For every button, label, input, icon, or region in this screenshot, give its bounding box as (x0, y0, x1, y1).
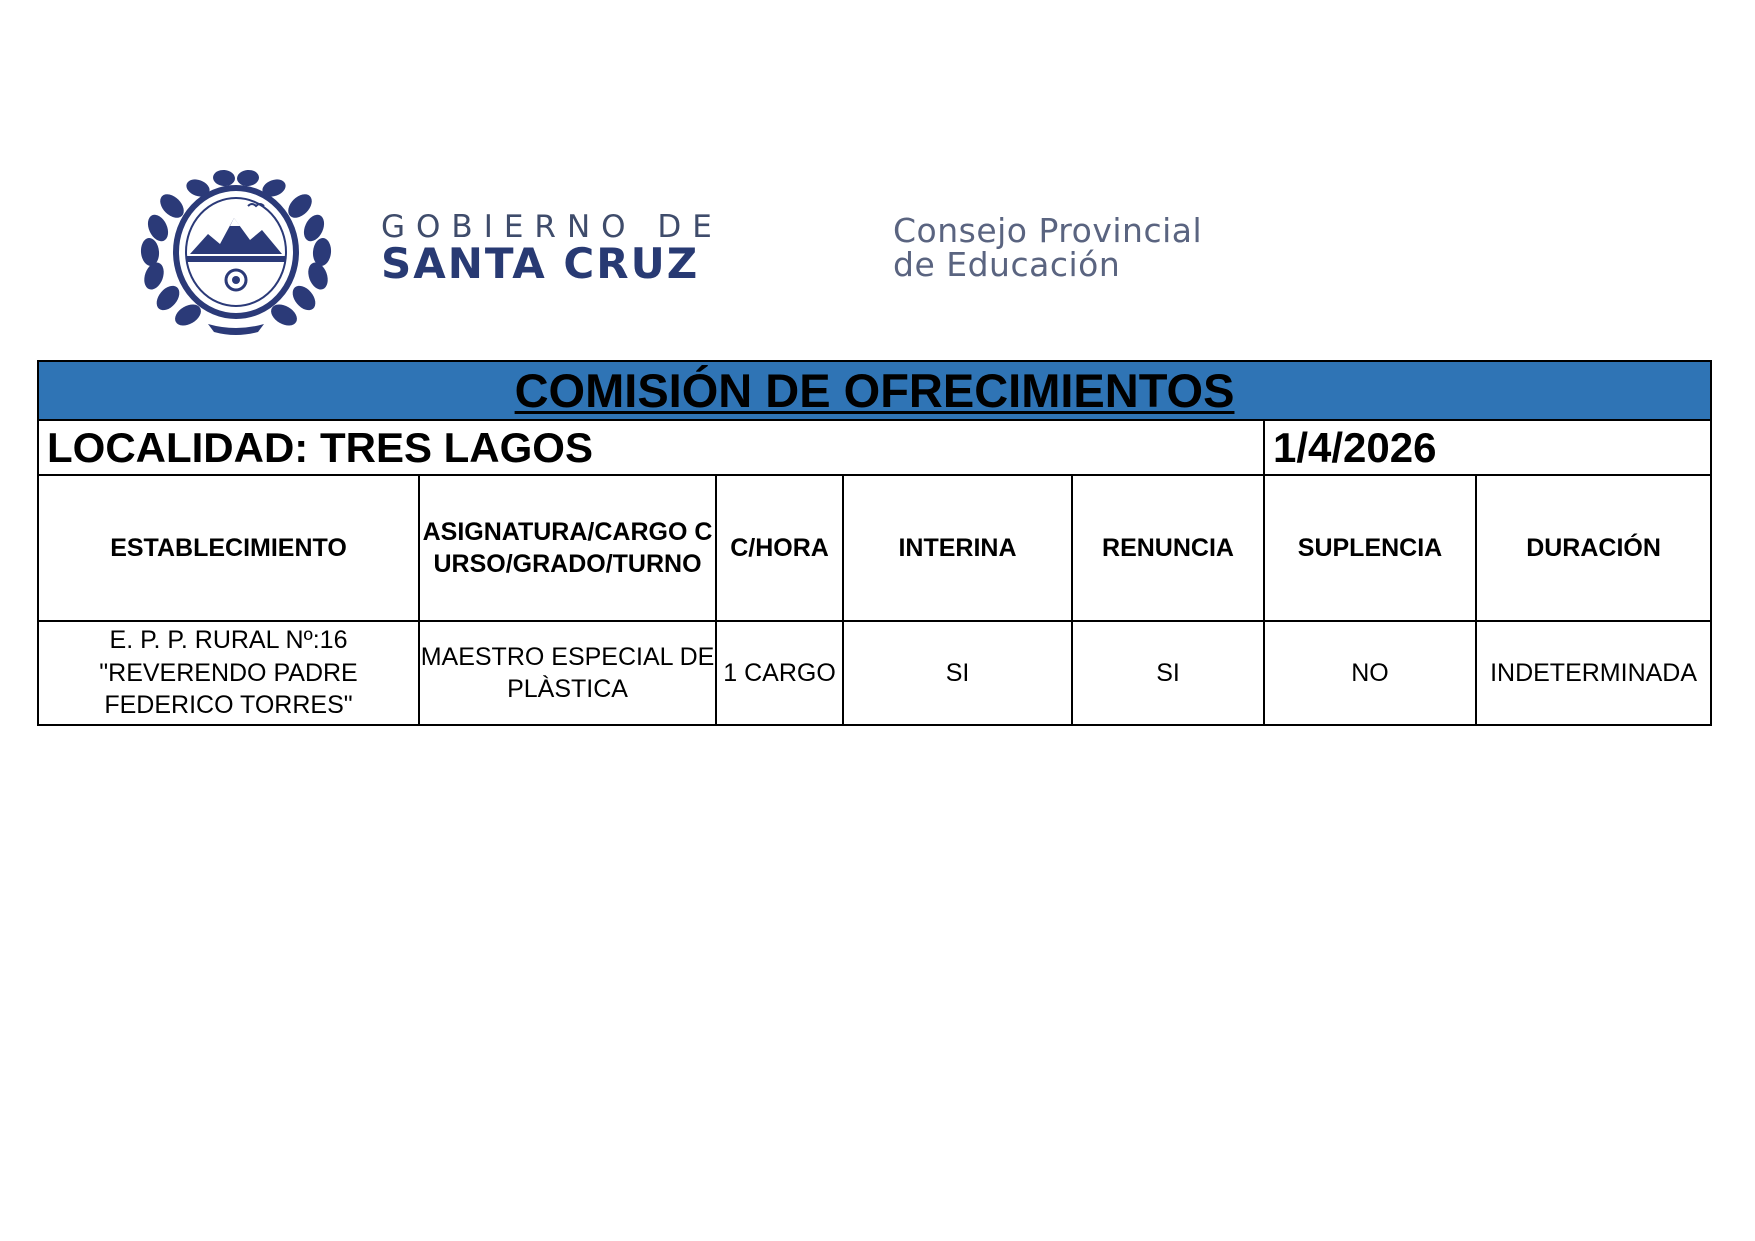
council-wordmark (893, 211, 1203, 284)
table-header-row (38, 475, 1711, 621)
column-header-establecimiento: ESTABLECIMIENTO (38, 475, 419, 621)
offers-table (37, 360, 1712, 726)
cell-renuncia: SI (1072, 621, 1264, 725)
cell-establecimiento: E. P. P. RURAL Nº:16 "REVERENDO PADRE FEDERICO TORRES" (38, 621, 419, 725)
document-date: 1/4/2026 (1264, 420, 1711, 475)
provincial-crest-icon (138, 168, 334, 336)
table-row (38, 621, 1711, 725)
column-header-asignatura: ASIGNATURA/CARGO CURSO/GRADO/TURNO (419, 475, 716, 621)
title-bar (38, 361, 1711, 420)
column-header-duracion: DURACIÓN (1476, 475, 1711, 621)
column-header-renuncia: RENUNCIA (1072, 475, 1264, 621)
government-line-1: GOBIERNO DE (381, 209, 723, 245)
council-line-2: de Educación (893, 244, 1121, 284)
cell-c-hora: 1 CARGO (716, 621, 843, 725)
cell-duracion: INDETERMINADA (1476, 621, 1711, 725)
locality-label: LOCALIDAD: TRES LAGOS (38, 420, 1264, 475)
cell-suplencia: NO (1264, 621, 1476, 725)
council-line-1: Consejo Provincial (893, 211, 1203, 250)
column-header-interina: INTERINA (843, 475, 1072, 621)
cell-asignatura: MAESTRO ESPECIAL DE PLÀSTICA (419, 621, 716, 725)
cell-interina: SI (843, 621, 1072, 725)
government-line-2: SANTA CRUZ (381, 239, 700, 288)
government-wordmark (381, 209, 723, 288)
column-header-suplencia: SUPLENCIA (1264, 475, 1476, 621)
column-header-c-hora: C/HORA (716, 475, 843, 621)
letterhead (0, 0, 1755, 360)
page-title: COMISIÓN DE OFRECIMIENTOS (514, 364, 1235, 417)
